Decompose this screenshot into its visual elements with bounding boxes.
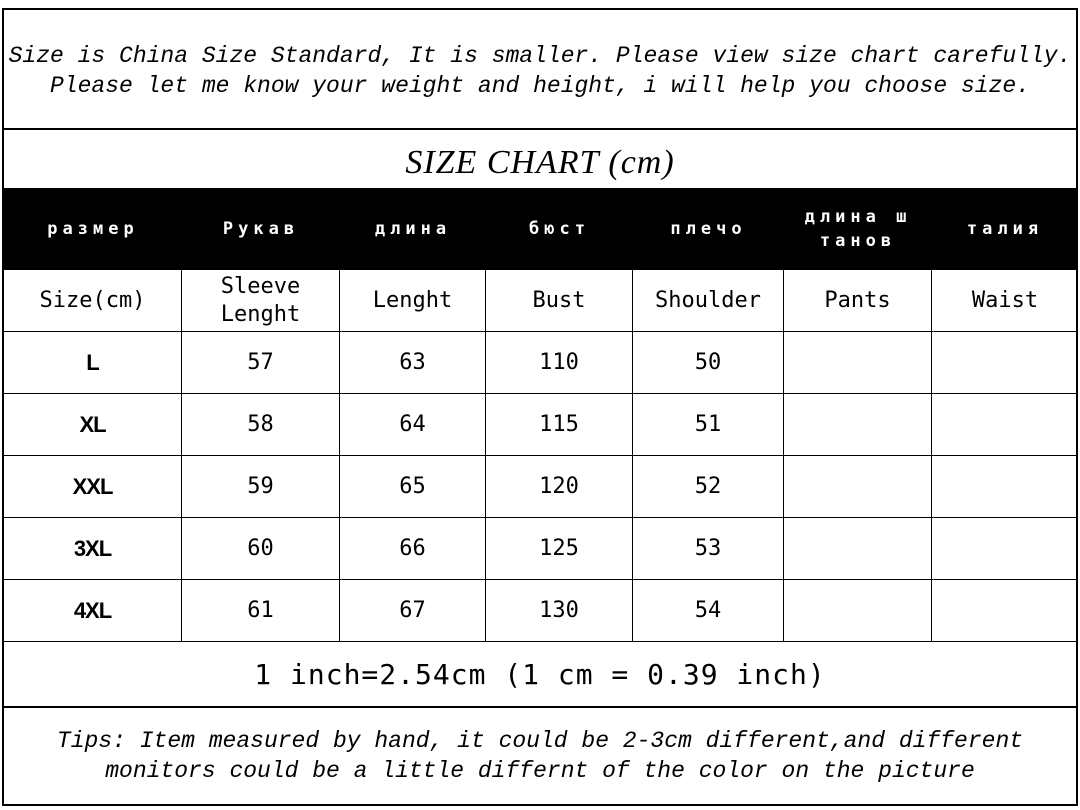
english-header-length: Lenght [340,270,486,332]
size-chart-sheet [2,8,1078,806]
size-standard-note-line-1: Size is China Size Standard, It is smaller. Please view size chart carefully. [8,43,1072,69]
bust-value: 125 [486,518,633,580]
english-header-sleeve-length: Sleeve Lenght [182,270,340,332]
inch-cm-conversion: 1 inch=2.54cm (1 cm = 0.39 inch) [4,642,1076,708]
length-value: 64 [340,394,486,456]
pants-value [784,394,932,456]
shoulder-value: 53 [633,518,784,580]
english-header-size: Size(cm) [4,270,182,332]
bust-value: 110 [486,332,633,394]
size-value: 4XL [4,580,182,642]
shoulder-value: 50 [633,332,784,394]
measurement-tips-line-1: Tips: Item measured by hand, it could be 2-3cm different,and different [56,728,1024,754]
size-chart-title: SIZE CHART (cm) [405,144,675,181]
waist-value [932,518,1078,580]
sleeve-length-value: 58 [182,394,340,456]
russian-header-sleeve: Рукав [222,219,300,239]
waist-value [932,394,1078,456]
russian-header-row [4,188,1076,270]
shoulder-value: 51 [633,394,784,456]
russian-header-waist: талия [966,219,1044,239]
length-value: 65 [340,456,486,518]
length-value: 63 [340,332,486,394]
length-value: 67 [340,580,486,642]
measurement-tips [4,708,1076,804]
pants-value [784,332,932,394]
russian-header-pants: длина ш танов [804,207,912,251]
english-header-waist: Waist [932,270,1078,332]
bust-value: 120 [486,456,633,518]
bust-value: 115 [486,394,633,456]
pants-value [784,580,932,642]
pants-value [784,518,932,580]
english-header-pants: Pants [784,270,932,332]
sleeve-length-value: 61 [182,580,340,642]
waist-value [932,332,1078,394]
russian-header-shoulder: плечо [670,219,747,239]
english-header-bust: Bust [486,270,633,332]
waist-value [932,456,1078,518]
size-value: XXL [4,456,182,518]
shoulder-value: 52 [633,456,784,518]
size-value: 3XL [4,518,182,580]
shoulder-value: 54 [633,580,784,642]
measurement-tips-line-2: monitors could be a little differnt of the color on the picture [105,758,975,784]
waist-value [932,580,1078,642]
size-value: XL [4,394,182,456]
size-standard-note-line-2: Please let me know your weight and height, i will help you choose size. [50,73,1030,99]
pants-value [784,456,932,518]
size-table [4,270,1076,642]
russian-header-length: длина [374,219,452,239]
bust-value: 130 [486,580,633,642]
size-value: L [4,332,182,394]
russian-header-size: размер [47,219,139,239]
size-standard-note [4,10,1076,130]
russian-header-bust: бюст [529,219,590,239]
sleeve-length-value: 59 [182,456,340,518]
sleeve-length-value: 60 [182,518,340,580]
english-header-shoulder: Shoulder [633,270,784,332]
length-value: 66 [340,518,486,580]
sleeve-length-value: 57 [182,332,340,394]
